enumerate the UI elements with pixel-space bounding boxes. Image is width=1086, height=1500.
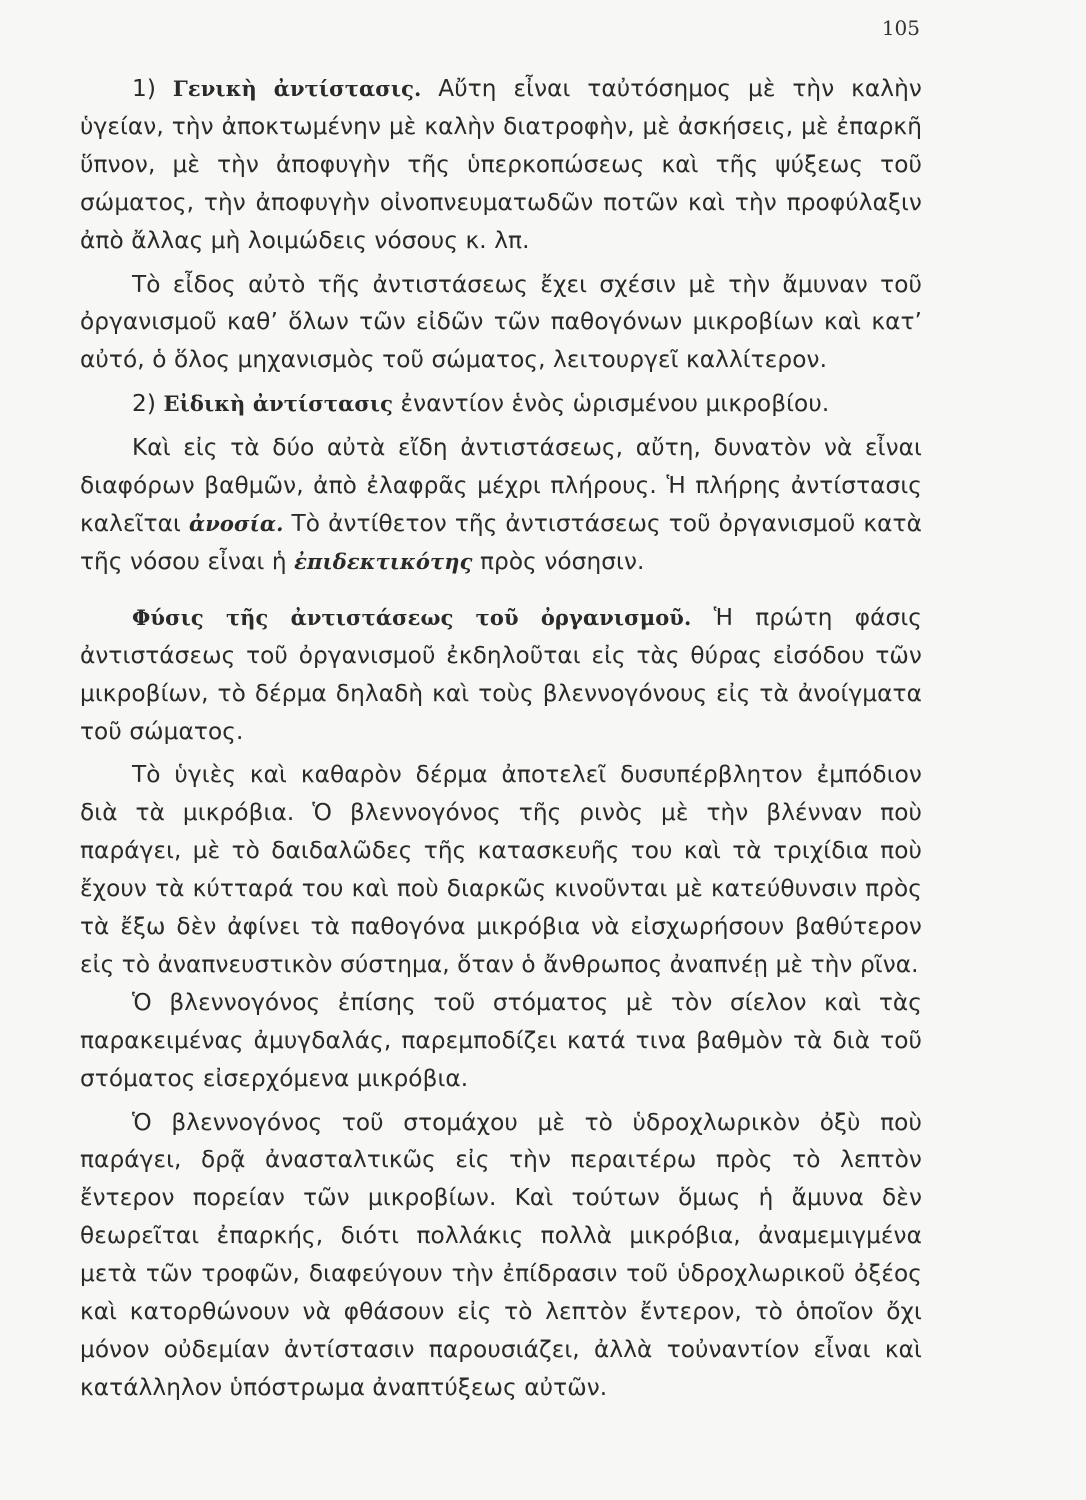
section-heading: Γενικὴ ἀντίστασις. bbox=[172, 76, 422, 101]
emphasis-term: ἀνοσία. bbox=[188, 510, 284, 536]
section-heading: Εἰδικὴ ἀντίστασις bbox=[163, 391, 394, 417]
paragraph-text: ἐναντίον ἑνὸς ὡρισμένου μικροβίου. bbox=[393, 390, 830, 418]
paragraph-general-resistance bbox=[80, 70, 922, 260]
paragraph-specific-resistance bbox=[80, 385, 922, 423]
paragraph-text: Ἡ πρώτη φάσις ἀντιστάσεως τοῦ ὀργανισμοῦ ἐκδηλοῦται εἰς τὰς θύρας εἰσόδου τῶν μικροβίων, τὸ δέρμα δηλαδὴ καὶ τοὺς βλεννογόνους εἰς τὰ ἀνοίγματα τοῦ σώματος. bbox=[80, 603, 922, 745]
paragraph-text: Τὸ ἀντίθετον τῆς ἀντιστάσεως τοῦ ὀργανισμοῦ κατὰ τῆς νόσου εἶναι ἡ bbox=[80, 509, 922, 575]
paragraph-text: Αὔτη εἶναι ταὐτόσημος μὲ τὴν καλὴν ὑγείαν, τὴν ἀποκτωμένην μὲ καλὴν διατροφὴν, μὲ ἀσκήσεις, μὲ ἐπαρκῆ ὕπνον, μὲ τὴν ἀποφυγὴν τῆς ὑπερκοπώσεως καὶ τῆς ψύξεως τοῦ σώματος, τὴν ἀποφυγὴν οἰνοπνευματωδῶν ποτῶν καὶ τὴν προφύλαξιν ἀπὸ ἄλλας μὴ λοιμώδεις νόσους κ. λπ. bbox=[80, 75, 922, 254]
paragraph-nature-of-resistance bbox=[80, 599, 922, 751]
paragraph-text: πρὸς νόσησιν. bbox=[472, 547, 645, 575]
page-number: 105 bbox=[881, 16, 920, 40]
paragraph-text: Καὶ εἰς τὰ δύο αὐτὰ εἴδη ἀντιστάσεως, αὔτη, δυνατὸν νὰ εἶναι διαφόρων βαθμῶν, ἀπὸ ἐλαφρᾶς μέχρι πλήρους. Ἡ πλήρης ἀντίστασις καλεῖται bbox=[80, 434, 922, 537]
paragraph: Ὁ βλεννογόνος τοῦ στομάχου μὲ τὸ ὑδροχλωρικὸν ὀξὺ ποὺ παράγει, δρᾷ ἀνασταλτικῶς εἰς τὴν περαιτέρω πρὸς τὸ λεπτὸν ἔντερον πορείαν τῶν μικροβίων. Καὶ τούτων ὅμως ἡ ἄμυνα δὲν θεωρεῖται ἐπαρκής, διότι πολλάκις πολλὰ μικρόβια, ἀναμεμιγμένα μετὰ τῶν τροφῶν, διαφεύγουν τὴν ἐπίδρασιν τοῦ ὑδροχλωρικοῦ ὀξέος καὶ κατορθώνουν νὰ φθάσουν εἰς τὸ λεπτὸν ἔντερον, τὸ ὁποῖον ὄχι μόνον οὐδεμίαν ἀντίστασιν παρουσιάζει, ἀλλὰ τοὐναντίον εἶναι καὶ κατάλληλον ὑπόστρωμα ἀναπτύξεως αὐτῶν. bbox=[80, 1108, 922, 1401]
paragraph: Τὸ εἶδος αὐτὸ τῆς ἀντιστάσεως ἔχει σχέσιν μὲ τὴν ἄμυναν τοῦ ὀργανισμοῦ καθ’ ὅλων τῶν εἰδῶν τῶν παθογόνων μικροβίων καὶ κατ’ αὐτό, ὁ ὅλος μηχανισμὸς τοῦ σώματος, λειτουργεῖ καλλίτερον. bbox=[80, 270, 922, 374]
list-number: 1) bbox=[132, 75, 156, 102]
paragraph: Ὁ βλεννογόνος ἐπίσης τοῦ στόματος μὲ τὸν σίελον καὶ τὰς παρακειμένας ἀμυγδαλάς, παρεμποδίζει κατά τινα βαθμὸν τὰ διὰ τοῦ στόματος εἰσερχόμενα μικρόβια. bbox=[80, 988, 922, 1092]
paragraph-immunity bbox=[80, 429, 922, 581]
list-number: 2) bbox=[132, 390, 156, 418]
section-heading: Φύσις τῆς ἀντιστάσεως τοῦ ὀργανισμοῦ. bbox=[132, 604, 692, 630]
body-text bbox=[80, 70, 922, 1407]
paragraph: Τὸ ὑγιὲς καὶ καθαρὸν δέρμα ἀποτελεῖ δυσυπέρβλητον ἐμπόδιον διὰ τὰ μικρόβια. Ὁ βλεννογόνος τῆς ρινὸς μὲ τὴν βλένναν ποὺ παράγει, μὲ τὸ δαιδαλῶδες τῆς κατασκευῆς του καὶ τὰ τριχίδια ποὺ ἔχουν τὰ κύτταρά του καὶ ποὺ διαρκῶς κινοῦνται μὲ κατεύθυνσιν πρὸς τὰ ἔξω δὲν ἀφίνει τὰ παθογόνα μικρόβια νὰ εἰσχωρήσουν βαθύτερον εἰς τὸ ἀναπνευστικὸν σύστημα, ὅταν ὁ ἄνθρωπος ἀναπνέῃ μὲ τὴν ρῖνα. bbox=[80, 761, 922, 978]
emphasis-term: ἐπιδεκτικότης bbox=[294, 548, 473, 574]
